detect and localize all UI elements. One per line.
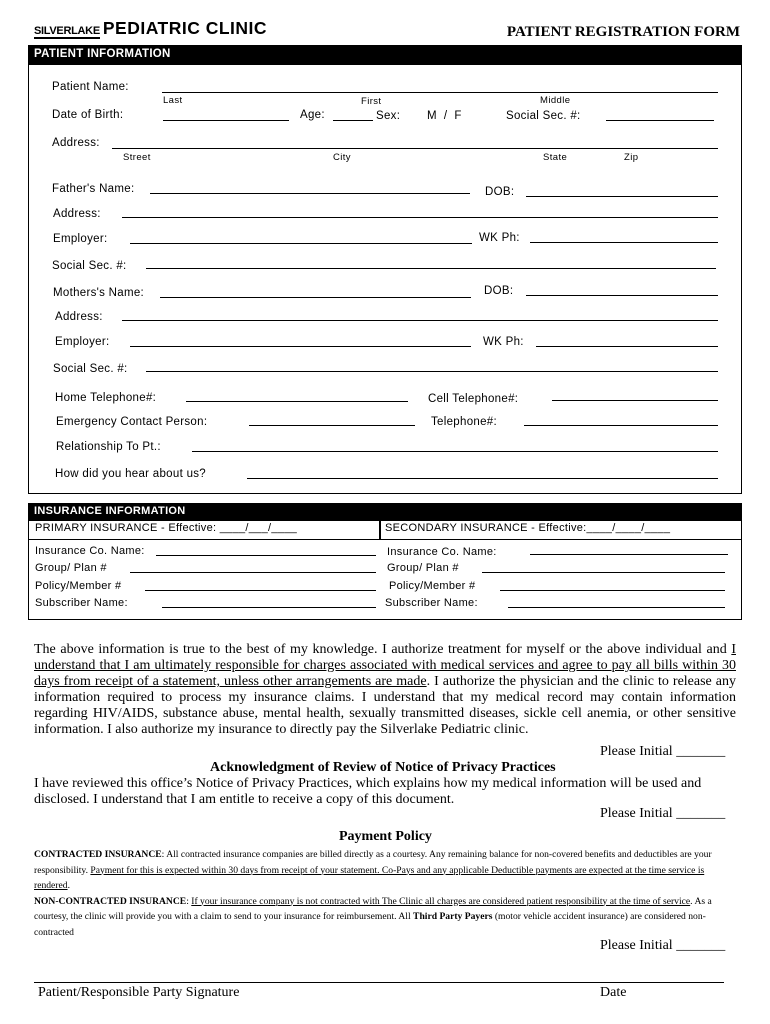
father-employer-field[interactable] [130,243,472,244]
father-ssn-label: Social Sec. #: [52,260,127,272]
non-contracted-underlined: If your insurance company is not contracted with The Clinic all charges are considered patient responsibility at the time of service [191,895,691,907]
first-sublabel: First [361,96,382,107]
home-phone-field[interactable] [186,401,408,402]
emergency-label: Emergency Contact Person: [56,416,208,428]
primary-subscriber-field[interactable] [162,607,376,608]
secondary-group-label: Group/ Plan # [387,562,459,574]
consent-text-a: The above information is true to the best of my knowledge. I authorize treatment for myself or the above individual and [34,642,727,657]
primary-policy-label: Policy/Member # [35,580,122,592]
middle-sublabel: Middle [540,95,571,106]
insurance-section-header: INSURANCE INFORMATION [28,503,742,520]
consent-paragraph [34,642,736,738]
secondary-subscriber-label: Subscriber Name: [385,597,478,609]
consent-text-underlined: I understand that I am ultimately responsible for charges associated with medical services and agree to pay all bills within 30 days from receipt of a statement, unless other arrangements are made [34,642,736,689]
secondary-policy-label: Policy/Member # [389,580,476,592]
mother-dob-label: DOB: [484,285,514,297]
non-contracted-text: . As a courtesy, the clinic will provide you with a claim to send to your insurance for reimbursement. All [34,895,712,922]
home-phone-label: Home Telephone#: [55,392,157,404]
relationship-field[interactable] [192,451,718,452]
patient-name-label: Patient Name: [52,81,129,93]
mother-dob-field[interactable] [526,295,718,296]
father-dob-label: DOB: [485,186,515,198]
primary-group-label: Group/ Plan # [35,562,107,574]
date-label: Date [600,985,627,1000]
mother-wk-field[interactable] [536,346,718,347]
mother-name-label: Mothers's Name: [53,287,145,299]
secondary-insurance-title: SECONDARY INSURANCE - Effective:____/____/____ [385,522,671,534]
ssn-field[interactable] [606,120,714,121]
state-sublabel: State [543,152,568,163]
initial-2[interactable]: Please Initial _______ [600,806,726,821]
father-name-label: Father's Name: [52,183,135,195]
patient-name-field[interactable] [162,92,718,93]
hear-label: How did you hear about us? [55,468,207,480]
father-ssn-field[interactable] [146,268,716,269]
relationship-label: Relationship To Pt.: [56,441,161,453]
primary-insurance-title: PRIMARY INSURANCE - Effective: ____/___/____ [35,522,298,534]
zip-sublabel: Zip [624,152,639,163]
contracted-label: CONTRACTED INSURANCE [34,849,162,860]
street-sublabel: Street [123,152,151,163]
non-contracted-label: NON-CONTRACTED INSURANCE [34,895,187,907]
city-sublabel: City [333,152,351,163]
clinic-logo [34,18,267,39]
secondary-subscriber-field[interactable] [508,607,725,608]
last-sublabel: Last [163,95,183,106]
father-employer-label: Employer: [53,233,108,245]
emergency-phone-field[interactable] [524,425,718,426]
mother-address-label: Address: [55,311,103,323]
consent-text-b: . I authorize the physician and the clinic to release any information required to process my insurance claims. I understand that my medical record may contain information regarding HIV/AIDS, substance abuse, mental health, sexually transmitted diseases, sickle cell anemia, or other sensitive information. I also authorize my insurance to directly pay the Silverlake Pediatric clinic. [34,674,736,737]
father-name-field[interactable] [150,193,470,194]
signature-label: Patient/Responsible Party Signature [38,985,240,1000]
cell-phone-label: Cell Telephone#: [428,393,519,405]
mother-employer-field[interactable] [130,346,471,347]
primary-subscriber-label: Subscriber Name: [35,597,128,609]
patient-section-header: PATIENT INFORMATION [28,45,742,64]
secondary-group-field[interactable] [482,572,725,573]
ssn-label: Social Sec. #: [506,110,581,122]
form-title: PATIENT REGISTRATION FORM [506,24,740,40]
address-label: Address: [52,137,100,149]
mother-address-field[interactable] [122,320,718,321]
age-field[interactable] [333,120,373,121]
dob-field[interactable] [163,120,289,121]
ack-text: I have reviewed this office’s Notice of Privacy Practices, which explains how my medical information will be used and disclosed. I understand that I am entitle to receive a copy of this document. [34,776,702,807]
payment-policy-text: CONTRACTED INSURANCE: All contracted insurance companies are billed directly as a courtesy. Any remaining balance for non-covered benefits and deductibles are your responsibility. Payment for this is expected within 30 days from receipt of your statement. Co-Pays and any applicable Deductible payments are expected at the time service is rendered. NON-CONTRACTED INSURANCE: If your insurance company is not contracted with The Clinic all charges are considered patient responsibility at the time of service. As a courtesy, the clinic will provide you with a claim to send to your insurance for reimbursement. All Third Party Payers (motor vehicle accident insurance) are considered non-contracted [34,849,712,938]
payment-title: Payment Policy [339,829,432,844]
initial-3[interactable]: Please Initial _______ [600,938,726,953]
father-address-field[interactable] [122,217,718,218]
mother-ssn-field[interactable] [146,371,718,372]
emergency-field[interactable] [249,425,415,426]
hear-field[interactable] [247,478,718,479]
father-address-label: Address: [53,208,101,220]
contracted-underlined: Payment for this is expected within 30 days from receipt of your statement. Co-Pays and any applicable Deductible payments are expected at the time service is rendered [34,864,705,891]
address-field[interactable] [112,148,718,149]
logo-big-text: PEDIATRIC CLINIC [102,18,268,38]
dob-label: Date of Birth: [52,109,124,121]
cell-phone-field[interactable] [552,400,718,401]
third-party-payers: Third Party Payers [413,911,493,922]
mother-wk-label: WK Ph: [483,336,524,348]
ack-title: Acknowledgment of Review of Notice of Privacy Practices [210,760,556,775]
secondary-co-name-field[interactable] [530,554,728,555]
mother-name-field[interactable] [160,297,471,298]
secondary-policy-field[interactable] [500,590,725,591]
primary-policy-field[interactable] [145,590,376,591]
age-label: Age: [300,109,325,121]
primary-co-name-field[interactable] [156,555,376,556]
sex-options[interactable]: M / F [427,110,462,122]
father-dob-field[interactable] [526,196,718,197]
signature-line[interactable] [34,982,724,983]
primary-group-field[interactable] [130,572,376,573]
secondary-co-name-label: Insurance Co. Name: [387,546,497,558]
initial-1[interactable]: Please Initial _______ [600,744,726,759]
father-wk-field[interactable] [530,242,718,243]
mother-employer-label: Employer: [55,336,110,348]
mother-ssn-label: Social Sec. #: [53,363,128,375]
sex-label: Sex: [376,110,401,122]
emergency-phone-label: Telephone#: [431,416,497,428]
logo-small-text: SILVERLAKE [34,25,100,37]
patient-section-box [28,64,742,494]
non-contracted-end: (motor vehicle accident insurance) are considered non-contracted [34,911,706,938]
primary-co-name-label: Insurance Co. Name: [35,545,145,557]
contracted-text: : All contracted insurance companies are billed directly as a courtesy. Any remaining balance for non-covered benefits and deductibles are your responsibility. [34,849,712,876]
father-wk-label: WK Ph: [479,232,520,244]
